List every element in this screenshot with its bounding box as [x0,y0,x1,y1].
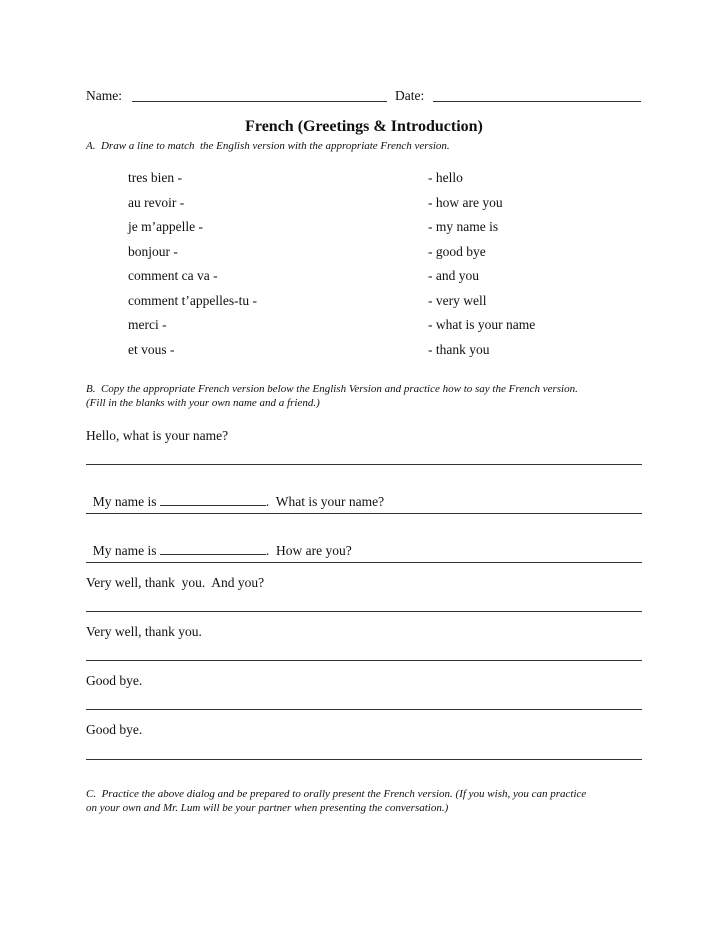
prompt-my-name-1 [86,477,384,510]
prompt-good-bye-2: Good bye. [86,722,143,737]
french-item: comment t’appelles-tu - [128,293,257,308]
english-item: - good bye [428,244,486,259]
french-item: bonjour - [128,244,178,259]
french-item: tres bien - [128,170,182,185]
french-item: et vous - [128,342,175,357]
name-field[interactable] [132,101,387,102]
prompt-text: My name is [92,543,160,558]
section-c-instruction-2: on your own and Mr. Lum will be your partner when presenting the conversation.) [86,802,449,814]
english-item: - my name is [428,219,499,234]
french-item: comment ca va - [128,268,218,283]
english-item: - how are you [428,195,503,210]
answer-line-4[interactable] [86,611,642,612]
date-field[interactable] [433,101,641,102]
prompt-good-bye-1: Good bye. [86,673,143,688]
prompt-very-well-and-you: Very well, thank you. And you? [86,575,265,590]
answer-line-3[interactable] [86,562,642,563]
name-label: Name: [86,88,122,103]
english-item: - hello [428,170,463,185]
answer-line-2[interactable] [86,513,642,514]
french-item: je m’appelle - [128,219,203,234]
answer-line-5[interactable] [86,660,642,661]
french-item: merci - [128,317,167,332]
date-label: Date: [395,88,425,103]
french-item: au revoir - [128,195,185,210]
answer-line-1[interactable] [86,464,642,465]
prompt-my-name-2 [86,526,352,559]
prompt-text: My name is [92,494,160,509]
section-b-instruction-2: (Fill in the blanks with your own name and a friend.) [86,397,320,409]
name-blank-1[interactable] [160,493,266,506]
page-title: French (Greetings & Introduction) [245,118,483,135]
prompt-text: . What is your name? [265,494,385,509]
section-b-instruction-1: B. Copy the appropriate French version below the English Version and practice how to say the French version. [86,383,578,395]
answer-line-7[interactable] [86,759,642,760]
answer-line-6[interactable] [86,709,642,710]
prompt-very-well: Very well, thank you. [86,624,202,639]
english-item: - and you [428,268,479,283]
name-blank-2[interactable] [160,542,266,555]
english-item: - what is your name [428,317,536,332]
section-c-instruction-1: C. Practice the above dialog and be prepared to orally present the French version. (If you wish, you can practice [86,788,587,800]
section-a-instruction: A. Draw a line to match the English version with the appropriate French version. [86,140,450,152]
prompt-hello: Hello, what is your name? [86,428,229,443]
prompt-text: . How are you? [265,543,352,558]
english-item: - thank you [428,342,490,357]
english-item: - very well [428,293,487,308]
